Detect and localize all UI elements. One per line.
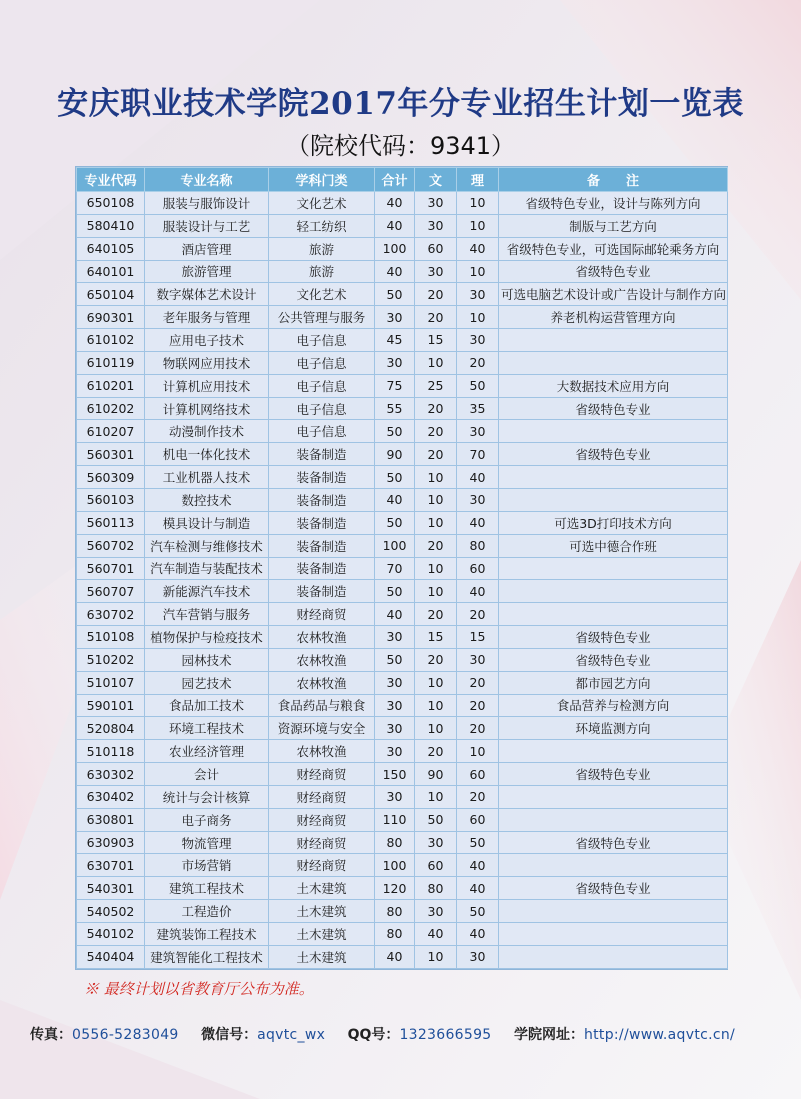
cell-major: 会计 [145,763,269,786]
cell-major: 数字媒体艺术设计 [145,283,269,306]
qq-label: QQ号： [347,1027,400,1043]
cell-category: 土木建筑 [269,923,375,946]
cell-category: 装备制造 [269,534,375,557]
cell-code: 630701 [77,854,145,877]
cell-code: 610119 [77,351,145,374]
cell-remarks: 可选中德合作班 [499,534,728,557]
cell-total: 75 [375,374,415,397]
cell-science: 40 [457,511,499,534]
cell-total: 30 [375,717,415,740]
table-row [77,831,728,854]
cell-major: 酒店管理 [145,237,269,260]
table-row [77,283,728,306]
table-row [77,808,728,831]
cell-science: 60 [457,557,499,580]
cell-remarks [499,854,728,877]
cell-category: 电子信息 [269,351,375,374]
cell-major: 汽车制造与装配技术 [145,557,269,580]
cell-major: 园林技术 [145,648,269,671]
cell-category: 文化艺术 [269,283,375,306]
cell-major: 应用电子技术 [145,329,269,352]
table-row [77,854,728,877]
cell-remarks: 环境监测方向 [499,717,728,740]
cell-code: 520804 [77,717,145,740]
table-row [77,626,728,649]
cell-major: 服装与服饰设计 [145,192,269,215]
cell-major: 老年服务与管理 [145,306,269,329]
cell-category: 轻工纺织 [269,214,375,237]
cell-total: 45 [375,329,415,352]
cell-science: 30 [457,420,499,443]
table-row [77,785,728,808]
cell-major: 数控技术 [145,488,269,511]
cell-arts: 20 [415,443,457,466]
cell-major: 物流管理 [145,831,269,854]
table-row [77,923,728,946]
cell-code: 630402 [77,785,145,808]
school-code: （院校代码：9341） [285,132,516,160]
cell-code: 630903 [77,831,145,854]
table-row [77,740,728,763]
cell-category: 装备制造 [269,580,375,603]
cell-category: 财经商贸 [269,763,375,786]
header-science: 理 [457,168,499,192]
cell-arts: 10 [415,671,457,694]
cell-category: 土木建筑 [269,877,375,900]
enrollment-plan-table [76,167,728,969]
cell-category: 装备制造 [269,511,375,534]
cell-remarks [499,808,728,831]
table-row [77,694,728,717]
table-row [77,557,728,580]
table-row [77,488,728,511]
table-row [77,237,728,260]
cell-total: 30 [375,671,415,694]
cell-major: 旅游管理 [145,260,269,283]
cell-remarks: 省级特色专业 [499,626,728,649]
cell-science: 40 [457,877,499,900]
table-row [77,192,728,215]
fax-label: 传真： [30,1027,72,1043]
cell-remarks [499,785,728,808]
table-row [77,534,728,557]
cell-science: 10 [457,260,499,283]
cell-science: 20 [457,694,499,717]
contact-bar [30,1024,790,1044]
cell-remarks: 养老机构运营管理方向 [499,306,728,329]
cell-code: 630302 [77,763,145,786]
table-row [77,877,728,900]
cell-science: 30 [457,945,499,968]
cell-arts: 10 [415,557,457,580]
cell-total: 30 [375,740,415,763]
cell-arts: 60 [415,237,457,260]
cell-code: 510108 [77,626,145,649]
cell-major: 建筑装饰工程技术 [145,923,269,946]
cell-science: 10 [457,192,499,215]
cell-code: 560103 [77,488,145,511]
cell-science: 40 [457,237,499,260]
header-code: 专业代码 [77,168,145,192]
cell-total: 120 [375,877,415,900]
cell-total: 40 [375,603,415,626]
cell-total: 50 [375,511,415,534]
cell-category: 土木建筑 [269,900,375,923]
website-link[interactable]: http://www.aqvtc.cn/ [583,1027,736,1043]
cell-major: 建筑工程技术 [145,877,269,900]
cell-code: 560702 [77,534,145,557]
table-row [77,397,728,420]
cell-total: 50 [375,420,415,443]
cell-category: 文化艺术 [269,192,375,215]
table-header-row [77,168,728,192]
cell-category: 农林牧渔 [269,648,375,671]
cell-major: 园艺技术 [145,671,269,694]
cell-science: 40 [457,854,499,877]
cell-major: 模具设计与制造 [145,511,269,534]
cell-code: 560707 [77,580,145,603]
cell-total: 30 [375,351,415,374]
cell-arts: 20 [415,534,457,557]
cell-category: 农林牧渔 [269,626,375,649]
cell-remarks: 食品营养与检测方向 [499,694,728,717]
cell-arts: 50 [415,808,457,831]
cell-arts: 80 [415,877,457,900]
cell-category: 公共管理与服务 [269,306,375,329]
cell-category: 财经商贸 [269,603,375,626]
cell-arts: 20 [415,397,457,420]
cell-category: 资源环境与安全 [269,717,375,740]
page-title: 安庆职业技术学院2017年分专业招生计划一览表 [57,86,744,122]
cell-code: 690301 [77,306,145,329]
cell-code: 540404 [77,945,145,968]
cell-remarks: 可选3D打印技术方向 [499,511,728,534]
cell-arts: 30 [415,831,457,854]
cell-major: 服装设计与工艺 [145,214,269,237]
cell-code: 630702 [77,603,145,626]
cell-science: 30 [457,488,499,511]
cell-arts: 10 [415,511,457,534]
cell-science: 35 [457,397,499,420]
table-row [77,420,728,443]
cell-arts: 10 [415,466,457,489]
table-row [77,374,728,397]
cell-major: 计算机网络技术 [145,397,269,420]
cell-category: 财经商贸 [269,785,375,808]
cell-code: 650108 [77,192,145,215]
cell-science: 30 [457,283,499,306]
table-row [77,717,728,740]
wechat-label: 微信号： [201,1027,258,1043]
cell-total: 110 [375,808,415,831]
cell-remarks [499,603,728,626]
cell-arts: 20 [415,648,457,671]
table-row [77,306,728,329]
cell-category: 装备制造 [269,557,375,580]
fax-number: 0556-5283049 [72,1027,179,1043]
cell-arts: 10 [415,717,457,740]
cell-total: 50 [375,466,415,489]
cell-category: 电子信息 [269,329,375,352]
cell-arts: 10 [415,488,457,511]
cell-remarks [499,557,728,580]
cell-science: 60 [457,763,499,786]
cell-code: 580410 [77,214,145,237]
cell-code: 560701 [77,557,145,580]
cell-science: 40 [457,466,499,489]
cell-science: 10 [457,214,499,237]
cell-remarks [499,923,728,946]
cell-code: 540301 [77,877,145,900]
cell-category: 农林牧渔 [269,671,375,694]
wechat-id: aqvtc_wx [257,1027,326,1043]
header-total: 合计 [375,168,415,192]
cell-code: 610102 [77,329,145,352]
footnote: ※ 最终计划以省教育厅公布为准。 [84,980,314,998]
cell-total: 100 [375,534,415,557]
cell-category: 土木建筑 [269,945,375,968]
cell-science: 80 [457,534,499,557]
cell-major: 农业经济管理 [145,740,269,763]
qq-number: 1323666595 [399,1027,492,1043]
cell-total: 40 [375,214,415,237]
cell-major: 电子商务 [145,808,269,831]
cell-code: 560301 [77,443,145,466]
cell-arts: 30 [415,214,457,237]
cell-arts: 20 [415,740,457,763]
cell-category: 旅游 [269,260,375,283]
cell-total: 100 [375,237,415,260]
cell-major: 建筑智能化工程技术 [145,945,269,968]
cell-code: 540502 [77,900,145,923]
cell-total: 70 [375,557,415,580]
cell-remarks: 省级特色专业 [499,763,728,786]
table-row [77,945,728,968]
cell-remarks [499,900,728,923]
table-row [77,214,728,237]
header-major: 专业名称 [145,168,269,192]
cell-major: 食品加工技术 [145,694,269,717]
cell-category: 装备制造 [269,488,375,511]
cell-science: 30 [457,648,499,671]
cell-arts: 10 [415,945,457,968]
cell-arts: 30 [415,260,457,283]
cell-remarks: 省级特色专业 [499,648,728,671]
cell-science: 40 [457,580,499,603]
cell-total: 80 [375,900,415,923]
cell-category: 电子信息 [269,420,375,443]
cell-remarks: 省级特色专业 [499,877,728,900]
cell-code: 540102 [77,923,145,946]
cell-arts: 20 [415,306,457,329]
cell-remarks [499,351,728,374]
cell-remarks: 省级特色专业 [499,443,728,466]
cell-arts: 15 [415,626,457,649]
cell-arts: 10 [415,351,457,374]
cell-category: 旅游 [269,237,375,260]
cell-major: 市场营销 [145,854,269,877]
cell-science: 50 [457,831,499,854]
cell-category: 装备制造 [269,443,375,466]
table-row [77,763,728,786]
cell-major: 工程造价 [145,900,269,923]
cell-total: 30 [375,626,415,649]
table-row [77,443,728,466]
cell-remarks: 省级特色专业，可选国际邮轮乘务方向 [499,237,728,260]
cell-science: 50 [457,900,499,923]
cell-code: 510202 [77,648,145,671]
cell-remarks: 省级特色专业 [499,397,728,420]
cell-total: 80 [375,831,415,854]
cell-remarks: 都市园艺方向 [499,671,728,694]
cell-major: 植物保护与检疫技术 [145,626,269,649]
cell-remarks [499,420,728,443]
cell-arts: 90 [415,763,457,786]
cell-total: 150 [375,763,415,786]
table-body [77,192,728,969]
cell-code: 560113 [77,511,145,534]
table-row [77,351,728,374]
header-category: 学科门类 [269,168,375,192]
cell-category: 电子信息 [269,397,375,420]
cell-remarks: 省级特色专业，设计与陈列方向 [499,192,728,215]
cell-total: 50 [375,648,415,671]
cell-total: 40 [375,192,415,215]
header-remarks: 备 注 [499,168,728,192]
cell-total: 50 [375,283,415,306]
cell-science: 10 [457,740,499,763]
cell-major: 统计与会计核算 [145,785,269,808]
cell-category: 食品药品与粮食 [269,694,375,717]
cell-category: 装备制造 [269,466,375,489]
cell-science: 20 [457,785,499,808]
cell-category: 财经商贸 [269,831,375,854]
cell-code: 590101 [77,694,145,717]
table-row [77,900,728,923]
cell-code: 630801 [77,808,145,831]
cell-science: 70 [457,443,499,466]
cell-code: 610201 [77,374,145,397]
header-arts: 文 [415,168,457,192]
cell-code: 640101 [77,260,145,283]
cell-major: 工业机器人技术 [145,466,269,489]
cell-arts: 20 [415,420,457,443]
cell-remarks: 制版与工艺方向 [499,214,728,237]
cell-arts: 20 [415,283,457,306]
cell-code: 610207 [77,420,145,443]
cell-arts: 10 [415,785,457,808]
cell-science: 30 [457,329,499,352]
cell-science: 60 [457,808,499,831]
cell-remarks [499,488,728,511]
cell-remarks [499,740,728,763]
cell-total: 30 [375,694,415,717]
cell-arts: 30 [415,900,457,923]
cell-total: 40 [375,945,415,968]
cell-remarks: 可选电脑艺术设计或广告设计与制作方向 [499,283,728,306]
cell-total: 40 [375,488,415,511]
cell-science: 20 [457,603,499,626]
table-row [77,603,728,626]
cell-science: 20 [457,351,499,374]
cell-category: 农林牧渔 [269,740,375,763]
table-row [77,260,728,283]
cell-category: 电子信息 [269,374,375,397]
cell-remarks [499,466,728,489]
table-row [77,511,728,534]
cell-category: 财经商贸 [269,854,375,877]
cell-code: 560309 [77,466,145,489]
cell-total: 80 [375,923,415,946]
table-row [77,329,728,352]
cell-category: 财经商贸 [269,808,375,831]
cell-remarks [499,329,728,352]
cell-major: 计算机应用技术 [145,374,269,397]
cell-code: 510118 [77,740,145,763]
cell-arts: 10 [415,580,457,603]
cell-major: 动漫制作技术 [145,420,269,443]
cell-total: 90 [375,443,415,466]
table-row [77,466,728,489]
cell-remarks [499,580,728,603]
cell-major: 物联网应用技术 [145,351,269,374]
cell-science: 10 [457,306,499,329]
cell-code: 610202 [77,397,145,420]
cell-arts: 30 [415,192,457,215]
cell-arts: 10 [415,694,457,717]
cell-science: 15 [457,626,499,649]
cell-total: 30 [375,306,415,329]
cell-science: 50 [457,374,499,397]
cell-code: 640105 [77,237,145,260]
table-row [77,648,728,671]
cell-science: 20 [457,717,499,740]
cell-remarks: 省级特色专业 [499,831,728,854]
cell-total: 100 [375,854,415,877]
cell-remarks: 大数据技术应用方向 [499,374,728,397]
cell-arts: 25 [415,374,457,397]
cell-arts: 15 [415,329,457,352]
cell-major: 环境工程技术 [145,717,269,740]
cell-code: 650104 [77,283,145,306]
cell-total: 50 [375,580,415,603]
cell-major: 机电一体化技术 [145,443,269,466]
cell-arts: 20 [415,603,457,626]
cell-total: 40 [375,260,415,283]
table-row [77,671,728,694]
cell-remarks [499,945,728,968]
cell-major: 汽车营销与服务 [145,603,269,626]
table-row [77,580,728,603]
cell-science: 20 [457,671,499,694]
website-label: 学院网址： [513,1027,584,1043]
cell-major: 汽车检测与维修技术 [145,534,269,557]
cell-total: 55 [375,397,415,420]
cell-total: 30 [375,785,415,808]
cell-science: 40 [457,923,499,946]
cell-arts: 60 [415,854,457,877]
cell-arts: 40 [415,923,457,946]
cell-code: 510107 [77,671,145,694]
cell-remarks: 省级特色专业 [499,260,728,283]
enrollment-table-wrapper [75,166,728,970]
cell-major: 新能源汽车技术 [145,580,269,603]
